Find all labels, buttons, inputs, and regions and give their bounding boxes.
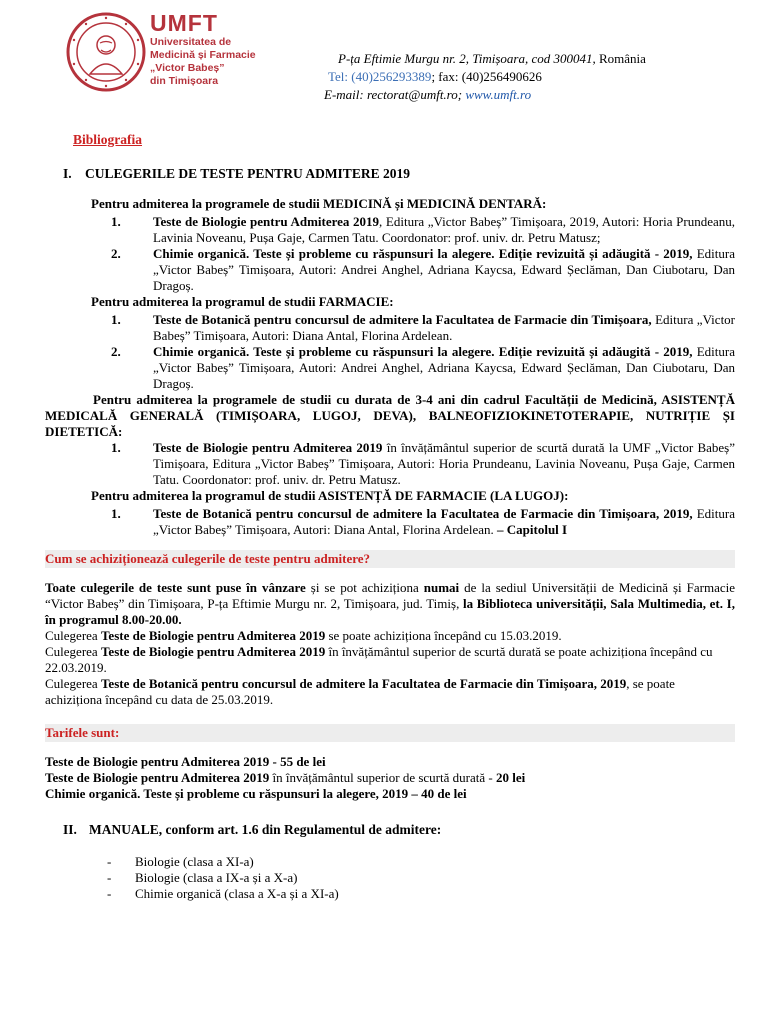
university-line-2: Medicină și Farmacie: [150, 49, 256, 61]
document-body: [45, 132, 735, 902]
item-number: 1.: [111, 506, 121, 521]
price-2-desc: în învățământul superior de scurtă durată -: [269, 770, 496, 785]
avail-2-c: în învățământul superior de scurtă durată se poate achiziționa începând cu 22.03.2019.: [45, 644, 713, 675]
list-item: [107, 886, 735, 902]
list-item: [111, 440, 735, 488]
item-title: Chimie organică. Teste și probleme cu răspunsuri la alegere. Ediție revizuită și adăugită - 2019,: [153, 344, 693, 359]
university-line-1: Universitatea de: [150, 36, 232, 48]
item-details: , Editura „Victor Babeș” Timișoara, 2019, Autori: Horia Prundeanu, Lavinia Noveanu, Pușa Gaje, Carmen Tatu. Coordonator: prof. univ. dr. Petru Matusz;: [153, 214, 735, 245]
avail-3-b: Teste de Botanică pentru concursul de admitere la Facultatea de Farmacie din Timișoara, 2019: [100, 676, 627, 691]
item-title: Teste de Botanică pentru concursul de admitere la Facultatea de Farmacie din Timișoara,: [153, 312, 652, 327]
avail-2-a: Culegerea: [45, 644, 101, 659]
section-1-title: CULEGERILE DE TESTE PENTRU ADMITERE 2019: [85, 166, 410, 181]
list-item: [111, 344, 735, 392]
item-title: Teste de Botanică pentru concursul de admitere la Facultatea de Farmacie din Timișoara, 2019,: [153, 506, 693, 521]
avail-3-c: , se poate achiziționa începând cu data de 25.03.2019.: [45, 676, 675, 707]
purchase-text-d: de la sediul Universității de Medicină și Farmacie “Victor Babeș” din Timișoara, P-ța Eftimie Murgu nr. 2, Timișoara, jud. Timiș,: [45, 580, 735, 611]
item-details: Editura „Victor Babeș” Timișoara, Autori: Andrei Anghel, Adriana Kaycsa, Edward Șeclăman, Dan Ciubotaru, Dan Dragoș.: [153, 344, 736, 391]
item-number: 2.: [111, 246, 121, 261]
how-to-buy-heading: Cum se achiziționează culegerile de teste pentru admitere?: [45, 550, 735, 568]
section-2-heading: [63, 822, 735, 838]
phone: Tel: (40)256293389: [328, 69, 432, 84]
purchase-paragraph: [45, 580, 735, 628]
avail-1-a: Culegerea: [45, 628, 101, 643]
group-3-intro: Pentru admiterea la programele de studii cu durata de 3-4 ani din cadrul Facultății de Medicină, ASISTENȚĂ MEDICALĂ GENERALĂ (TIMIȘOARA, LUGOJ, DEVA), BALNEOFIZIOKINETOTERAPIE, NUTRIȚIE ȘI DIETETICĂ:: [45, 392, 735, 439]
item-details: Editura „Victor Babeș” Timișoara, Autori: Diana Antal, Florina Ardelean.: [153, 506, 736, 537]
list-item: [107, 870, 735, 886]
bullet: -: [107, 886, 112, 901]
bullet: -: [107, 854, 112, 869]
prices-heading: Tarifele sunt:: [45, 724, 735, 742]
item-number: 1.: [111, 312, 121, 327]
group-1-intro: Pentru admiterea la programele de studii MEDICINĂ și MEDICINĂ DENTARĂ:: [91, 196, 547, 211]
availability-line-3: [45, 676, 735, 708]
email: E-mail: rectorat@umft.ro;: [324, 87, 463, 102]
section-1-number: I.: [63, 166, 72, 181]
purchase-text-b: și se pot achiziționa: [305, 580, 424, 595]
avail-1-b: Teste de Biologie pentru Admiterea 2019: [100, 628, 326, 643]
list-item: [107, 854, 735, 870]
price-2-title: Teste de Biologie pentru Admiterea 2019: [45, 770, 270, 785]
umft-seal-logo: [66, 12, 146, 92]
list-item: [111, 214, 735, 246]
address: P-ța Eftimie Murgu nr. 2, Timișoara, cod 300041,: [338, 51, 596, 66]
list-item: [111, 506, 735, 538]
availability-line-1: [45, 628, 735, 644]
contact-block: [300, 50, 700, 104]
purchase-text-e: la Biblioteca universității, Sala Multimedia, et. I, în programul 8.00-20.00.: [45, 596, 735, 627]
price-2-value: 20 lei: [495, 770, 526, 785]
brand-block: [150, 10, 310, 88]
university-line-3: „Victor Babeș”: [150, 62, 225, 74]
manual-item: Biologie (clasa a XI-a): [135, 854, 254, 869]
avail-2-b: Teste de Biologie pentru Admiterea 2019: [100, 644, 326, 659]
brand-name: UMFT: [150, 10, 218, 36]
purchase-text-c: numai: [423, 580, 460, 595]
price-1-value: - 55 de lei: [269, 754, 326, 769]
item-details: Editura „Victor Babeș” Timișoara, Autori: Diana Antal, Florina Ardelean.: [153, 312, 736, 343]
section-1-heading: [63, 166, 735, 182]
group-2-intro: Pentru admiterea la programul de studii FARMACIE:: [91, 294, 394, 309]
fax: ; fax: (40)256490626: [431, 69, 542, 84]
purchase-text-a: Toate culegerile de teste sunt puse în vânzare: [45, 580, 306, 595]
item-details: în învățământul superior de scurtă durată la UMF „Victor Babeș” Timișoara, Editura „Victor Babeș” Timișoara, Autori: Horia Prundeanu, Lavinia Noveanu, Pușa Gaje, Carmen Tatu. Coordonator: prof. univ. dr. Petru Matusz.: [153, 440, 735, 487]
availability-line-2: [45, 644, 735, 676]
manual-item: Biologie (clasa a IX-a și a X-a): [135, 870, 298, 885]
bullet: -: [107, 870, 112, 885]
group-4-intro: Pentru admiterea la programul de studii ASISTENȚĂ DE FARMACIE (LA LUGOJ):: [91, 488, 569, 503]
university-line-4: din Timișoara: [150, 75, 219, 87]
item-title: Teste de Biologie pentru Admiterea 2019: [153, 440, 383, 455]
item-title: Chimie organică. Teste și probleme cu răspunsuri la alegere. Ediție revizuită și adăugită - 2019,: [153, 246, 693, 261]
manuals-list: [107, 854, 735, 902]
price-line-3: Chimie organică. Teste și probleme cu răspunsuri la alegere, 2019 – 40 de lei: [45, 786, 467, 801]
item-details: Editura „Victor Babeș” Timișoara, Autori: Andrei Anghel, Adriana Kaycsa, Edward Șeclăman, Dan Ciubotaru, Dan Dragoș.: [153, 246, 736, 293]
price-line-2: [45, 770, 735, 786]
item-title: Teste de Biologie pentru Admiterea 2019: [153, 214, 380, 229]
list-item: [111, 246, 735, 294]
website-link[interactable]: www.umft.ro: [465, 87, 532, 102]
item-number: 1.: [111, 214, 121, 229]
list-item: [111, 312, 735, 344]
price-1-title: Teste de Biologie pentru Admiterea 2019: [45, 754, 270, 769]
section-2-title: MANUALE, conform art. 1.6 din Regulamentul de admitere:: [89, 822, 442, 837]
price-line-1: [45, 754, 735, 770]
item-number: 1.: [111, 440, 121, 455]
item-chapter: – Capitolul I: [493, 522, 568, 537]
address-line: [300, 50, 700, 68]
item-number: 2.: [111, 344, 121, 359]
section-2-number: II.: [63, 822, 77, 837]
bibliografia-heading: Bibliografia: [73, 132, 143, 147]
phone-line: [300, 68, 700, 86]
email-line: [300, 86, 700, 104]
avail-3-a: Culegerea: [45, 676, 101, 691]
manual-item: Chimie organică (clasa a X-a și a XI-a): [135, 886, 339, 901]
avail-1-c: se poate achiziționa începând cu 15.03.2019.: [325, 628, 562, 643]
country: România: [598, 51, 646, 66]
